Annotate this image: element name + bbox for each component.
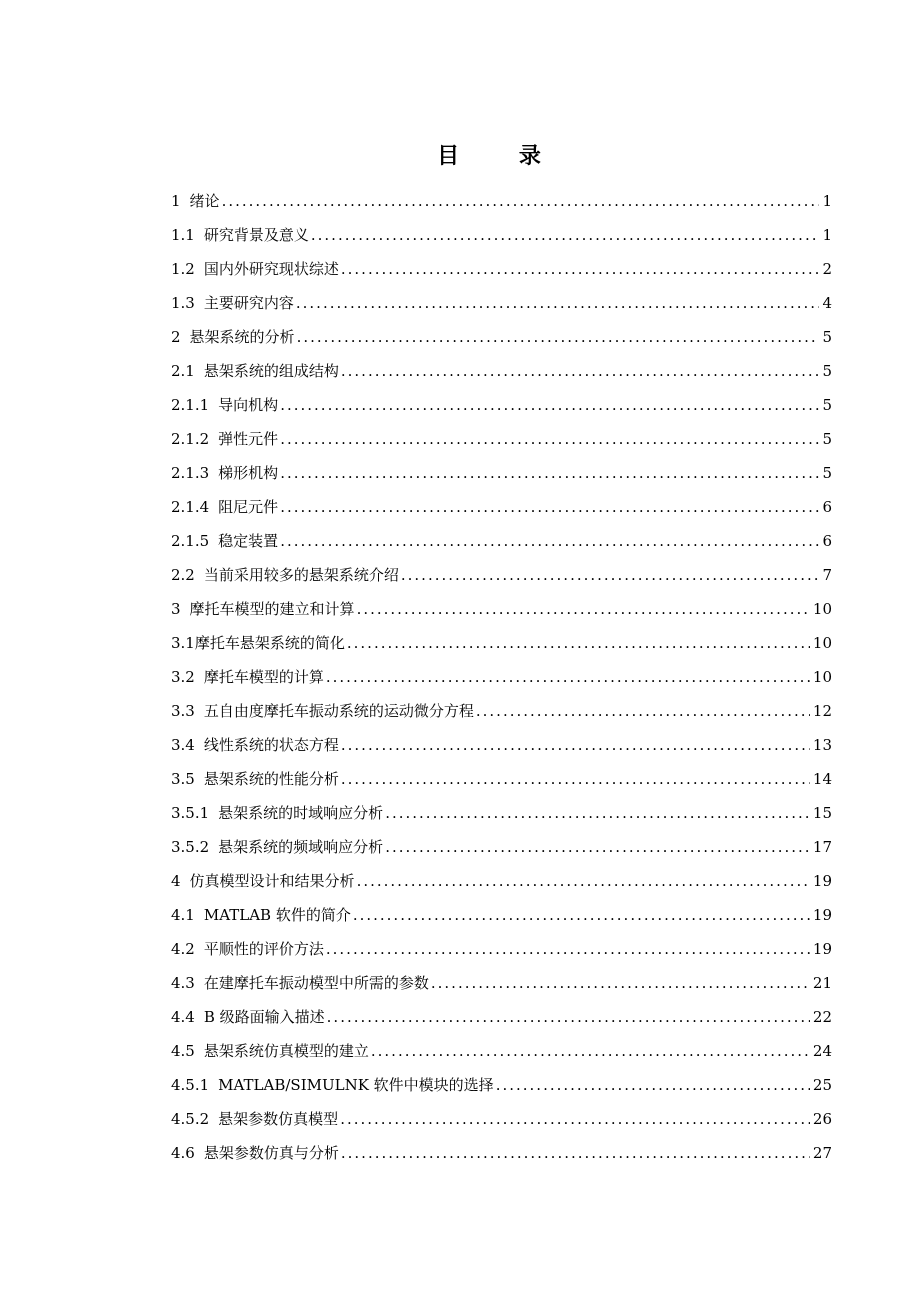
toc-entry-page-number: 22: [812, 1008, 832, 1026]
toc-entry[interactable]: [171, 354, 832, 388]
toc-entry[interactable]: [171, 1102, 832, 1136]
toc-entry-number: 2.2: [171, 566, 195, 584]
toc-entry-title: 在建摩托车振动模型中所需的参数: [203, 974, 429, 992]
toc-entry-title: MATLAB/SIMULNK 软件中模块的选择: [218, 1076, 494, 1094]
toc-entry[interactable]: [171, 864, 832, 898]
toc-entry-title: 梯形机构: [218, 464, 279, 482]
toc-entry-title: 摩托车悬架系统的简化: [194, 634, 345, 652]
toc-entry-number: 2.1.5: [171, 532, 210, 550]
toc-entry-title: 悬架系统的时域响应分析: [218, 804, 384, 822]
page-title: 目 录: [437, 143, 567, 169]
toc-entry[interactable]: [171, 898, 832, 932]
toc-entry-page-number: 19: [812, 940, 832, 958]
toc-entry-title: 悬架系统的组成结构: [203, 362, 339, 380]
toc-leader-dots: [476, 694, 810, 728]
toc-leader-dots: [280, 456, 819, 490]
toc-entry-title: 悬架系统的性能分析: [203, 770, 339, 788]
toc-entry-title: MATLAB 软件的简介: [203, 906, 351, 924]
toc-entry-number: 3.2: [171, 668, 195, 686]
toc-leader-dots: [340, 1102, 810, 1136]
toc-leader-dots: [496, 1068, 810, 1102]
toc-entry-number: 1.2: [171, 260, 195, 278]
toc-entry[interactable]: [171, 524, 832, 558]
toc-entry-title: B 级路面输入描述: [203, 1008, 325, 1026]
toc-leader-dots: [341, 762, 810, 796]
toc-entry-page-number: 26: [812, 1110, 832, 1128]
toc-entry-title: 国内外研究现状综述: [203, 260, 339, 278]
toc-entry-page-number: 19: [812, 906, 832, 924]
toc-entry-page-number: 5: [822, 464, 832, 482]
toc-entry-number: 3: [171, 600, 181, 618]
toc-entry-number: 4.2: [171, 940, 195, 958]
toc-entry[interactable]: [171, 1068, 832, 1102]
toc-entry-number: 2.1.1: [171, 396, 210, 414]
toc-entry-page-number: 5: [822, 328, 832, 346]
toc-leader-dots: [297, 320, 820, 354]
toc-entry-title: 平顺性的评价方法: [203, 940, 324, 958]
toc-entry-number: 1.1: [171, 226, 195, 244]
toc-entry[interactable]: [171, 558, 832, 592]
toc-entry-title: 摩托车模型的计算: [203, 668, 324, 686]
toc-entry-number: 4.3: [171, 974, 195, 992]
toc-entry-title: 仿真模型设计和结果分析: [189, 872, 355, 890]
toc-entry-number: 3.4: [171, 736, 195, 754]
toc-entry-page-number: 6: [822, 498, 832, 516]
toc-leader-dots: [341, 728, 810, 762]
toc-entry[interactable]: [171, 218, 832, 252]
toc-entry[interactable]: [171, 796, 832, 830]
toc-entry-title: 悬架系统的分析: [189, 328, 295, 346]
toc-leader-dots: [371, 1034, 810, 1068]
toc-entry[interactable]: [171, 1000, 832, 1034]
toc-entry-title: 研究背景及意义: [203, 226, 309, 244]
toc-entry[interactable]: [171, 422, 832, 456]
toc-entry-number: 1.3: [171, 294, 195, 312]
toc-entry-number: 3.3: [171, 702, 195, 720]
toc-entry-number: 3.5.1: [171, 804, 210, 822]
toc-entry-number: 1: [171, 192, 181, 210]
toc-entry-page-number: 1: [822, 192, 832, 210]
toc-entry-title: 阻尼元件: [218, 498, 279, 516]
toc-leader-dots: [326, 932, 810, 966]
toc-leader-dots: [385, 796, 810, 830]
toc-entry-title: 悬架系统的频域响应分析: [218, 838, 384, 856]
toc-entry-page-number: 5: [822, 362, 832, 380]
toc-entry-page-number: 25: [812, 1076, 832, 1094]
toc-entry-page-number: 21: [812, 974, 832, 992]
table-of-contents: [171, 184, 832, 1170]
toc-leader-dots: [385, 830, 810, 864]
toc-entry-title: 五自由度摩托车振动系统的运动微分方程: [203, 702, 474, 720]
toc-entry-page-number: 12: [812, 702, 832, 720]
toc-leader-dots: [431, 966, 810, 1000]
toc-entry-number: 4.5.1: [171, 1076, 210, 1094]
toc-entry[interactable]: [171, 184, 832, 218]
toc-leader-dots: [280, 388, 819, 422]
toc-leader-dots: [341, 1136, 810, 1170]
toc-leader-dots: [353, 898, 810, 932]
toc-entry-page-number: 2: [822, 260, 832, 278]
toc-entry-page-number: 24: [812, 1042, 832, 1060]
toc-entry-number: 4.1: [171, 906, 195, 924]
toc-entry[interactable]: [171, 1034, 832, 1068]
toc-entry-number: 2.1: [171, 362, 195, 380]
toc-entry-page-number: 7: [822, 566, 832, 584]
toc-entry-page-number: 27: [812, 1144, 832, 1162]
toc-leader-dots: [326, 660, 810, 694]
toc-entry-page-number: 10: [812, 634, 832, 652]
toc-entry-number: 4.5.2: [171, 1110, 210, 1128]
toc-entry[interactable]: [171, 1136, 832, 1170]
toc-entry-page-number: 14: [812, 770, 832, 788]
toc-entry-title: 悬架参数仿真模型: [218, 1110, 339, 1128]
toc-entry[interactable]: [171, 252, 832, 286]
toc-entry-title: 悬架系统仿真模型的建立: [203, 1042, 369, 1060]
toc-entry-title: 当前采用较多的悬架系统介绍: [203, 566, 399, 584]
toc-entry-number: 4.4: [171, 1008, 195, 1026]
toc-leader-dots: [401, 558, 820, 592]
toc-entry-number: 3.5.2: [171, 838, 210, 856]
toc-entry[interactable]: [171, 320, 832, 354]
toc-entry[interactable]: [171, 694, 832, 728]
toc-entry-title: 导向机构: [218, 396, 279, 414]
toc-entry[interactable]: [171, 286, 832, 320]
toc-entry-page-number: 5: [822, 396, 832, 414]
toc-entry-page-number: 6: [822, 532, 832, 550]
toc-entry[interactable]: [171, 728, 832, 762]
toc-entry[interactable]: [171, 830, 832, 864]
toc-leader-dots: [341, 252, 820, 286]
toc-entry-title: 稳定装置: [218, 532, 279, 550]
toc-entry[interactable]: [171, 660, 832, 694]
toc-leader-dots: [280, 524, 819, 558]
toc-leader-dots: [357, 592, 810, 626]
toc-entry-title: 弹性元件: [218, 430, 279, 448]
toc-entry-page-number: 15: [812, 804, 832, 822]
toc-leader-dots: [296, 286, 820, 320]
toc-entry[interactable]: [171, 490, 832, 524]
toc-entry[interactable]: [171, 626, 832, 660]
toc-entry-number: 2.1.4: [171, 498, 210, 516]
toc-entry-page-number: 19: [812, 872, 832, 890]
toc-entry-page-number: 17: [812, 838, 832, 856]
toc-entry-number: 4.5: [171, 1042, 195, 1060]
toc-entry[interactable]: [171, 456, 832, 490]
toc-entry[interactable]: [171, 388, 832, 422]
toc-entry-page-number: 13: [812, 736, 832, 754]
toc-entry[interactable]: [171, 966, 832, 1000]
toc-entry-number: 2.1.3: [171, 464, 210, 482]
toc-entry-page-number: 5: [822, 430, 832, 448]
toc-entry-title: 绪论: [189, 192, 220, 210]
toc-leader-dots: [280, 422, 819, 456]
toc-leader-dots: [357, 864, 810, 898]
toc-entry-number: 4.6: [171, 1144, 195, 1162]
toc-leader-dots: [327, 1000, 810, 1034]
toc-entry-title: 摩托车模型的建立和计算: [189, 600, 355, 618]
toc-leader-dots: [311, 218, 820, 252]
toc-entry-number: 4: [171, 872, 181, 890]
toc-leader-dots: [347, 626, 810, 660]
toc-entry-number: 3.1: [171, 634, 195, 652]
toc-entry-number: 3.5: [171, 770, 195, 788]
toc-entry-title: 线性系统的状态方程: [203, 736, 339, 754]
toc-leader-dots: [341, 354, 820, 388]
toc-entry-page-number: 1: [822, 226, 832, 244]
toc-entry-page-number: 10: [812, 600, 832, 618]
toc-leader-dots: [222, 184, 820, 218]
toc-entry-page-number: 4: [822, 294, 832, 312]
toc-entry[interactable]: [171, 762, 832, 796]
toc-entry[interactable]: [171, 592, 832, 626]
toc-entry-title: 主要研究内容: [203, 294, 294, 312]
toc-entry-number: 2.1.2: [171, 430, 210, 448]
toc-entry-number: 2: [171, 328, 181, 346]
toc-entry-title: 悬架参数仿真与分析: [203, 1144, 339, 1162]
toc-entry[interactable]: [171, 932, 832, 966]
toc-entry-page-number: 10: [812, 668, 832, 686]
toc-leader-dots: [280, 490, 819, 524]
